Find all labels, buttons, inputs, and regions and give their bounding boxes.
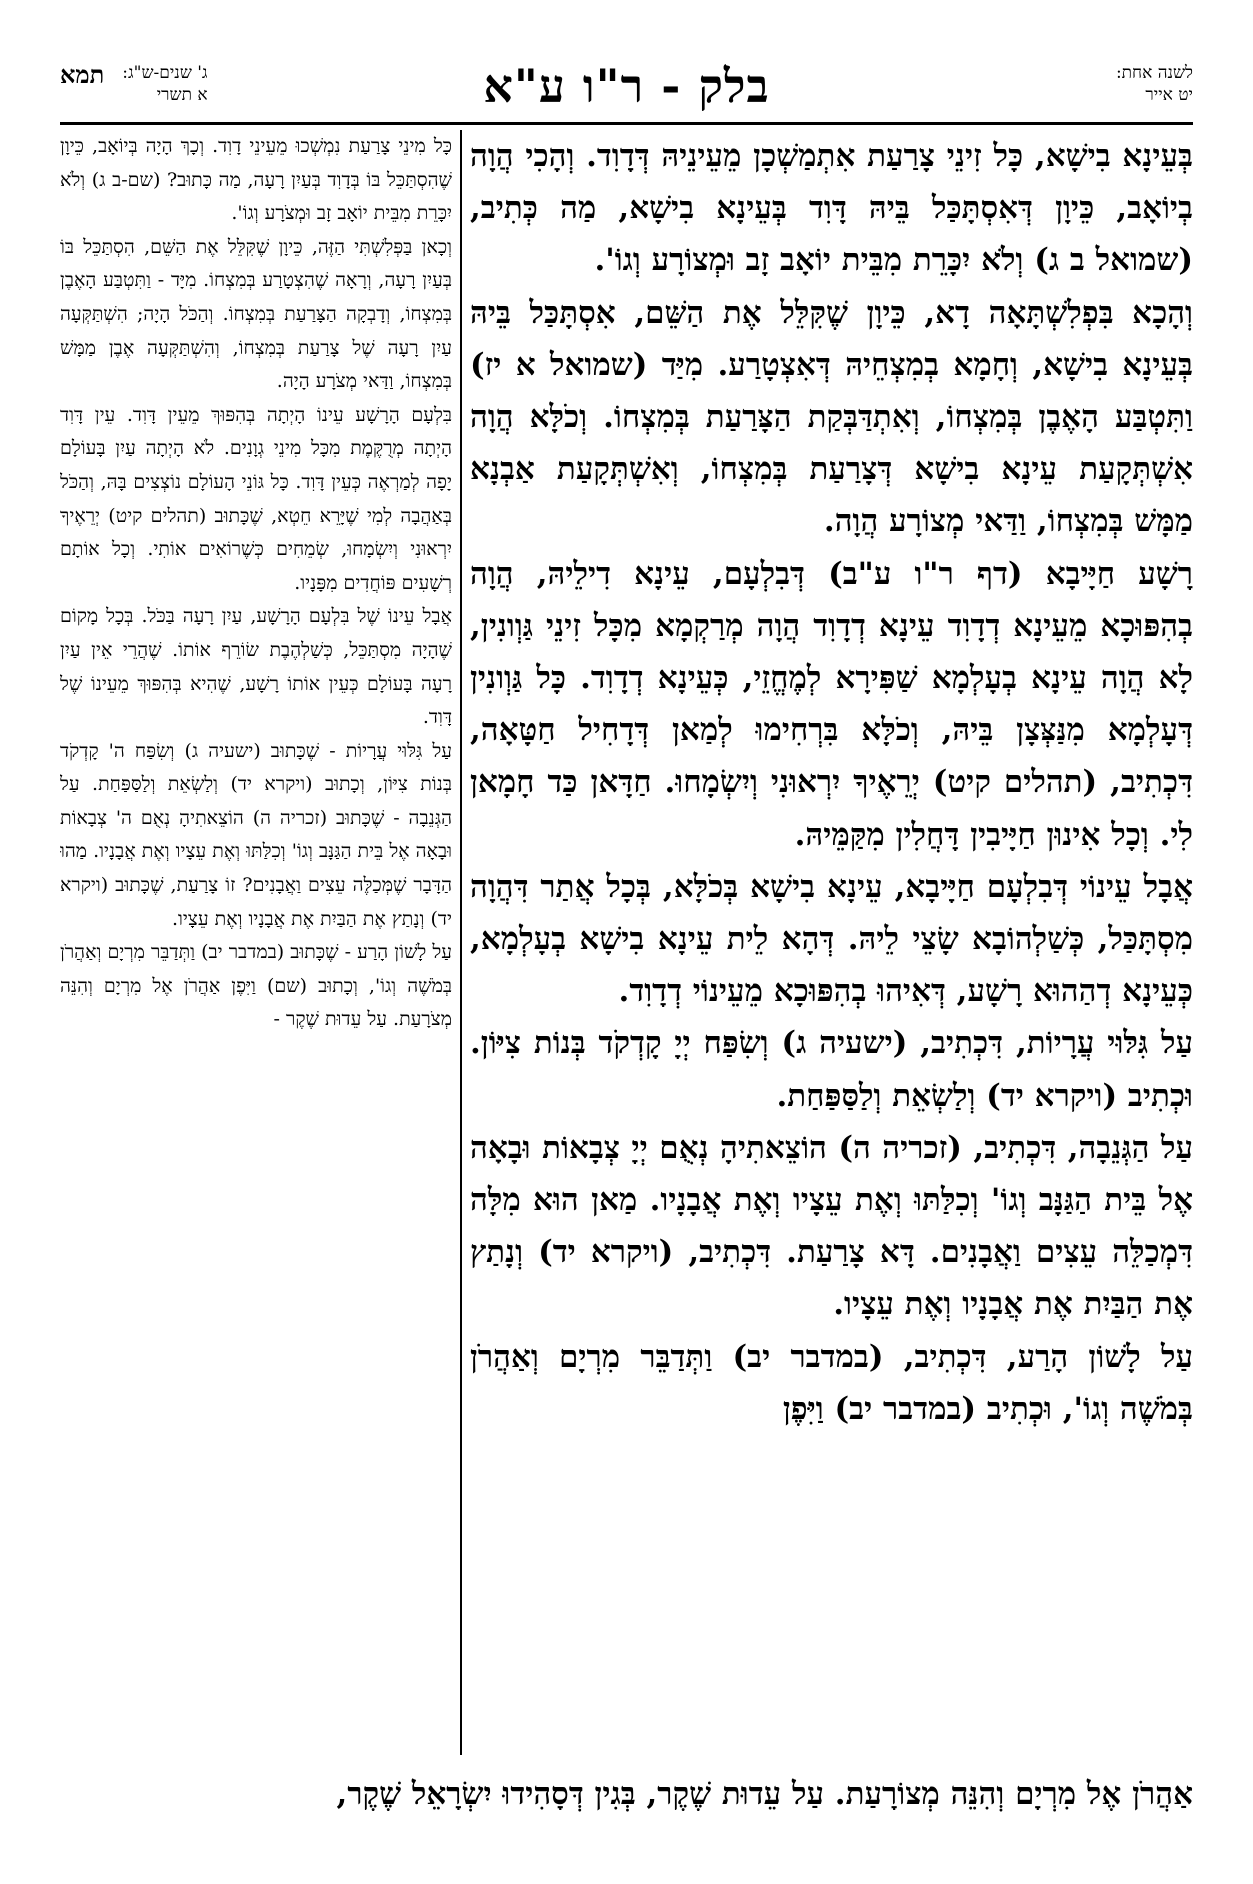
side-paragraph: אֲבָל עֵינוֹ שֶׁל בִּלְעָם הָרָשָׁע, עַיִן רָעָה בַּכֹּל. בְּכָל מָקוֹם שֶׁהָיָה מִסְתַּכֵּל, כְּשַׁלְהֶבֶת שׂוֹרֵף אוֹתוֹ. שֶׁהֲרֵי אֵין עַיִן רָעָה בָּעוֹלָם כְּעֵין אוֹתוֹ רָשָׁע, שֶׁהִיא בְּהִפּוּךְ מֵעֵינוֹ שֶׁל דָּוִד. bbox=[60, 605, 452, 729]
main-paragraph: בְּעֵינָא בִישָׁא, כָּל זִינֵי צָרַעַת אִתְמַשְׁכָן מֵעֵינֵיהּ דְּדָוִד. וְהָכִי הֲוָה בְיוֹאָב, כֵּיוָן דְּאִסְתָּכַּל בֵּיהּ דָּוִד בְּעֵינָא בִישָׁא, מַה כְּתִיב, (שמואל ב ג) וְלֹא יִכָּרֵת מִבֵּית יוֹאָב זָב וּמְצוֹרָע וְגוֹ'. bbox=[470, 138, 1193, 279]
header-rule bbox=[60, 122, 1193, 125]
main-paragraph: אֲבָל עֵינוֹי דְּבִלְעָם חַיָּיבָא, עֵינָא בִישָׁא בְּכֹלָּא, בְּכָל אֲתַר דִּהֲוָה מִסְתָּכַּל, כְּשַׁלְהוֹבָא שָׂצֵי לֵיהּ. דְּהָא לֵית עֵינָא בִישָׁא בְעָלְמָא, כְּעֵינָא דְהַהוּא רָשָׁע, דְּאִיהוּ בְהִפּוּכָא מֵעֵינוֹי דְדָוִד. bbox=[470, 868, 1193, 1010]
side-paragraph: כָּל מִינֵי צָרַעַת נִמְשְׁכוּ מֵעֵינֵי דָוִד. וְכָךְ הָיָה בְּיוֹאָב, כֵּיוָן שֶׁהִסְתַּכֵּל בּוֹ בְּדָוִד בְּעַיִן רָעָה, מַה כָּתוּב? (שם-ב ג) וְלֹא יִכָּרֵת מִבֵּית יוֹאָב זָב וּמְצֹרָע וְגוֹ'. bbox=[60, 135, 452, 225]
side-paragraph: עַל לָשׁוֹן הָרַע - שֶׁכָּתוּב (במדבר יב) וַתְּדַבֵּר מִרְיָם וְאַהֲרֹן בְּמֹשֶׁה וְגוֹ', וְכָתוּב (שם) וַיִּפֶן אַהֲרֹן אֶל מִרְיָם וְהִנֵּה מְצֹרָעַת. עַל עֵדוּת שֶׁקֶר - bbox=[60, 941, 452, 1031]
page-number: תמא bbox=[60, 60, 105, 89]
page-header bbox=[60, 58, 1193, 118]
schedule-one-year-date: יט אייר bbox=[1145, 85, 1193, 105]
main-paragraph: עַל גִּלּוּי עֲרָיוֹת, דִּכְתִיב, (ישעיה ג) וְשִׂפַּח יְיָ קָדְקֹד בְּנוֹת צִיּוֹן. וּכְתִיב (ויקרא יד) וְלַשְׂאֵת וְלַסַּפַּחַת. bbox=[470, 1025, 1193, 1114]
bottom-continuation-line: אַהֲרֹן אֶל מִרְיָם וְהִנֵּה מְצוֹרָעַת. עַל עֵדוּת שֶׁקֶר, בְּגִין דְּסָהִידוּ יִשְׂרָאֵל שֶׁקֶר, bbox=[336, 1776, 1193, 1812]
schedule-one-year-label: לשנה אחת: bbox=[1115, 63, 1193, 83]
zohar-main-column bbox=[470, 130, 1193, 1755]
main-paragraph: וְהָכָא בִּפְלִשְׁתָּאָה דָא, כֵּיוָן שֶׁקִּלֵּל אֶת הַשֵּׁם, אִסְתָּכַּל בֵּיהּ בְּעֵינָא בִישָׁא, וְחָמָא בְמִצְחֵיהּ דְּאִצְטָרַע. מִיַּד (שמואל א יז) וַתִּטְבַּע הָאֶבֶן בְּמִצְחוֹ, וְאִתְדַּבְּקַת הַצָּרַעַת בְּמִצְחוֹ. וְכֹלָּא הֲוָה אִשְׁתְּקָעַת עֵינָא בִישָׁא דְּצָרַעַת בְּמִצְחוֹ, וְאִשְׁתְּקָעַת אַבְנָא מַמָּשׁ בְּמִצְחוֹ, וַדַּאי מְצוֹרָע הֲוָה. bbox=[470, 294, 1193, 540]
main-paragraph: רָשָׁע חַיָּיבָא (דף ר"ו ע"ב) דְּבִלְעָם, עֵינָא דִילֵיהּ, הֲוָה בְהִפּוּכָא מֵעֵינָא דְדָוִד עֵינָא דְדָוִד הֲוָה מְרַקְמָא מִכָּל זִינֵי גַּוְונִין, לָא הֲוָה עֵינָא בְעָלְמָא שַׁפִּירָא לְמֶחֱזֵי, כְּעֵינָא דְדָוִד. כָּל גַּוְונִין דְּעָלְמָא מִנַּצְּצָן בֵּיהּ, וְכֹלָּא בִּרְחִימוּ לְמַאן דְּדָחִיל חַטָּאָה, דִּכְתִיב, (תהלים קיט) יְרֵאֶיךָ יִרְאוּנִי וְיִשְׂמָחוּ. חַדָּאן כַּד חָמָאן לִי. וְכָל אִינוּן חַיָּיבִין דָּחֲלִין מִקַּמֵּיהּ. bbox=[470, 555, 1193, 853]
schedule-three-years-info bbox=[122, 62, 207, 106]
side-paragraph: עַל גִּלּוּי עֲרָיוֹת - שֶׁכָּתוּב (ישעיה ג) וְשִׂפַּח ה' קָדְקֹד בְּנוֹת צִיּוֹן, וְכָתוּב (ויקרא יד) וְלַשְׂאֵת וְלַסַּפַּחַת. עַל הַגְּנֵבָה - שֶׁכָּתוּב (זכריה ה) הוֹצֵאתִיהָ נְאֻם ה' צְבָאוֹת וּבָאָה אֶל בֵּית הַגַּנָּב וְגוֹ' וְכִלַּתּוּ וְאֶת עֵצָיו וְאֶת אֲבָנָיו. מַהוּ הַדָּבָר שֶׁמְּכַלֶּה עֵצִים וַאֲבָנִים? זוֹ צָרַעַת, שֶׁכָּתוּב (ויקרא יד) וְנָתַץ אֶת הַבַּיִת אֶת אֲבָנָיו וְאֶת עֵצָיו. bbox=[60, 739, 452, 930]
side-paragraph: וְכָאן בַּפְּלִשְׁתִּי הַזֶּה, כֵּיוָן שֶׁקִּלֵּל אֶת הַשֵּׁם, הִסְתַּכֵּל בּוֹ בְּעַיִן רָעָה, וְרָאָה שֶׁהִצְטָרַע בְּמִצְחוֹ. מִיָּד - וַתִּטְבַּע הָאֶבֶן בְּמִצְחוֹ, וְדָבְקָה הַצָּרַעַת בְּמִצְחוֹ. וְהַכֹּל הָיָה; הִשְׁתַּקְּעָה עַיִן רָעָה שֶׁל צָרַעַת בְּמִצְחוֹ, וְהִשְׁתַּקְּעָה אֶבֶן מַמָּשׁ בְּמִצְחוֹ, וַדַּאי מְצֹרָע הָיָה. bbox=[60, 235, 452, 393]
side-paragraph: בִּלְעָם הָרָשָׁע עֵינוֹ הָיְתָה בְּהִפּוּךְ מֵעֵין דָּוִד. עֵין דָּוִד הָיְתָה מְרֻקֶּמֶת מִכָּל מִינֵי גְוָנִים. לֹא הָיְתָה עַיִן בָּעוֹלָם יָפָה לְמַרְאֶה כְּעֵין דָּוִד. כָּל גּוֹנֵי הָעוֹלָם נוֹצְצִים בָּהּ, וְהַכֹּל בְּאַהֲבָה לְמִי שֶׁיָּרֵא חֵטְא, שֶׁכָּתוּב (תהלים קיט) יְרֵאֶיךָ יִרְאוּנִי וְיִשְׂמָחוּ, שְׂמֵחִים כְּשֶׁרוֹאִים אוֹתִי. וְכָל אוֹתָם רְשָׁעִים פּוֹחֲדִים מִפָּנָיו. bbox=[60, 403, 452, 594]
schedule-three-years-date: א תשרי bbox=[156, 85, 208, 105]
column-divider bbox=[460, 130, 462, 1755]
schedule-three-years bbox=[60, 62, 208, 106]
translation-side-column bbox=[60, 130, 452, 1755]
main-paragraph: עַל הַגְּנֵבָה, דִּכְתִיב, (זכריה ה) הוֹצֵאתִיהָ נְאֻם יְיָ צְבָאוֹת וּבָאָה אֶל בֵּית הַגַּנָּב וְגוֹ' וְכִלַּתּוּ וְאֶת עֵצָיו וְאֶת אֲבָנָיו. מַאן הוּא מִלָּה דִּמְכַלֵּה עֵצִים וַאֲבָנִים. דָּא צָרַעַת. דִּכְתִיב, (ויקרא יד) וְנָתַץ אֶת הַבַּיִת אֶת אֲבָנָיו וְאֶת עֵצָיו. bbox=[470, 1129, 1193, 1323]
schedule-three-years-label: ג' שנים-ש"ג: bbox=[122, 63, 208, 83]
main-paragraph: עַל לָשׁוֹן הָרַע, דִּכְתִיב, (במדבר יב) וַתְּדַבֵּר מִרְיָם וְאַהֲרֹן בְּמֹשֶׁה וְגוֹ', וּכְתִיב (במדבר יב) וַיִּפֶן bbox=[470, 1338, 1193, 1427]
page-title: בלק - ר"ו ע"א bbox=[483, 59, 770, 113]
